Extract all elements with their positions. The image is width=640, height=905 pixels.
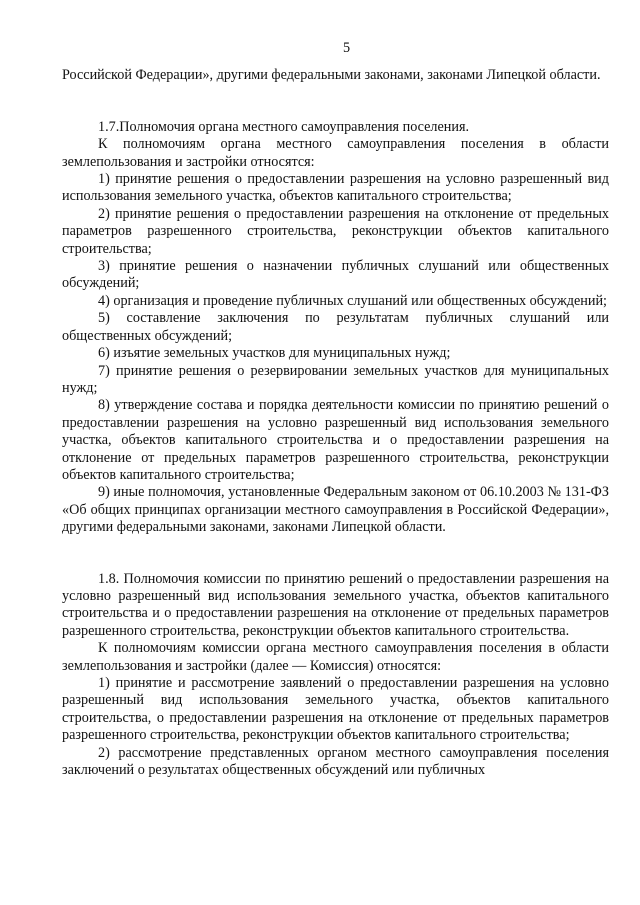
list-item-5: 5) составление заключения по результатам публичных слушаний или общественных обсуждений; <box>62 310 609 344</box>
list-item-9: 9) иные полномочия, установленные Федеральным законом от 06.10.2003 № 131-ФЗ «Об общих принципах организации местного самоуправления в Российской Федерации», другими федеральными законами, законами Липецкой области. <box>62 484 609 536</box>
paragraph-intro-1-8: К полномочиям комиссии органа местного самоуправления поселения в области землепользования и застройки (далее — Комиссия) относятся: <box>62 640 609 674</box>
list-item-3: 3) принятие решения о назначении публичных слушаний или общественных обсуждений; <box>62 258 609 292</box>
paragraph-intro-1-7: К полномочиям органа местного самоуправления поселения в области землепользования и застройки относятся: <box>62 136 609 170</box>
paragraph-gap <box>62 102 609 119</box>
list-item-8: 8) утверждение состава и порядка деятельности комиссии по принятию решений о предоставлении разрешения на условно разрешенный вид использования земельного участка, объектов капитального строительства и о предоставлении разрешения на отклонение от предельных параметров разрешенного строительства, реконструкции объектов капитального строительства; <box>62 397 609 483</box>
list-item-1-8-1: 1) принятие и рассмотрение заявлений о предоставлении разрешения на условно разрешенный вид использования земельного участка, объектов капитального строительства, о предоставлении разрешения на отклонение от предельных параметров разрешенного строительства, реконструкции объектов капитального строительства; <box>62 675 609 744</box>
list-item-4: 4) организация и проведение публичных слушаний или общественных обсуждений; <box>98 292 607 309</box>
list-item-1: 1) принятие решения о предоставлении разрешения на условно разрешенный вид использования земельного участка, объектов капитального строительства; <box>62 171 609 205</box>
paragraph-gap <box>62 85 609 102</box>
paragraph-gap <box>62 537 609 554</box>
list-item-6: 6) изъятие земельных участков для муниципальных нужд; <box>98 345 451 362</box>
list-item-1-8-2: 2) рассмотрение представленных органом местного самоуправления поселения заключений о результатах общественных обсуждений или публичных <box>62 744 609 779</box>
section-heading-1-7: 1.7.Полномочия органа местного самоуправления поселения. <box>98 118 470 135</box>
section-heading-1-8: 1.8. Полномочия комиссии по принятию решений о предоставлении разрешения на условно разрешенный вид использования земельного участка, объектов капитального строительства и о предоставлении разрешения на отклонение от предельных параметров разрешенного строительства, реконструкции объектов капитального строительства. <box>62 570 609 639</box>
paragraph-continuation: Российской Федерации», другими федеральными законами, законами Липецкой области. <box>62 67 601 84</box>
list-item-2: 2) принятие решения о предоставлении разрешения на отклонение от предельных параметров разрешенного строительства, реконструкции объектов капитального строительства; <box>62 205 609 257</box>
paragraph-gap <box>62 554 609 571</box>
page-number: 5 <box>342 40 351 56</box>
list-item-7: 7) принятие решения о резервировании земельных участков для муниципальных нужд; <box>62 362 609 396</box>
